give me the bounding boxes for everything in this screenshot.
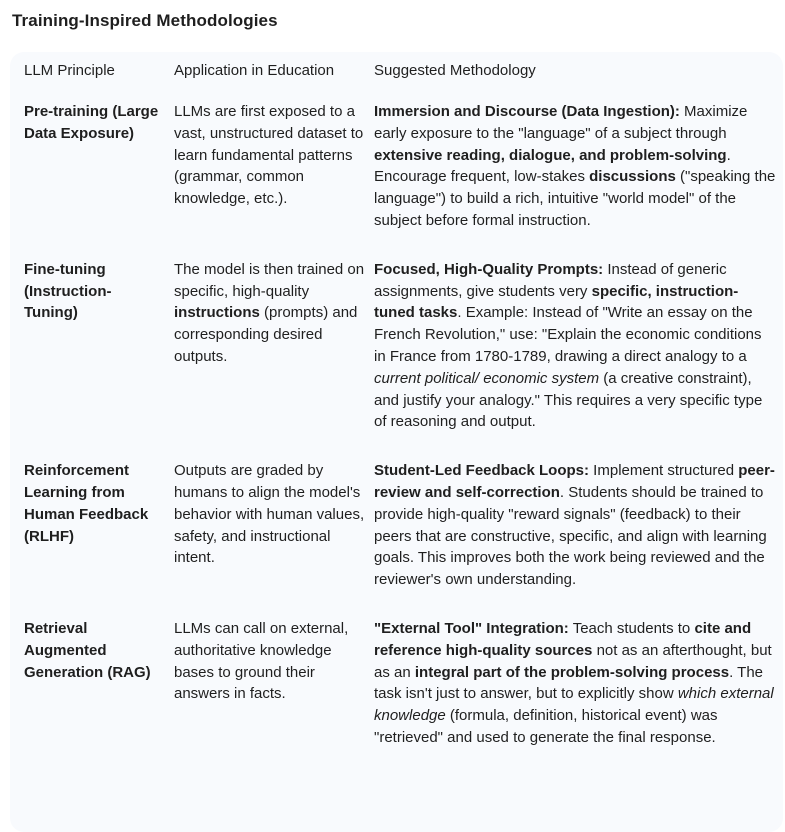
principle-cell: Retrieval Augmented Generation (RAG)	[24, 619, 151, 681]
body-text: not as an afterthought, but as an	[374, 641, 772, 681]
italic-text: which external knowledge	[374, 685, 774, 725]
column-header-methodology: Suggested Methodology	[374, 62, 536, 79]
table-row	[10, 453, 783, 611]
table-row	[10, 252, 783, 453]
body-text: The model is then trained on specific, high-quality	[174, 260, 365, 300]
application-cell	[174, 252, 374, 453]
emphasis-text: Focused, High-Quality Prompts:	[374, 260, 604, 278]
emphasis-text: instructions	[174, 304, 260, 322]
body-text: Instead of generic assignments, give students very	[374, 260, 727, 300]
column-header-principle: LLM Principle	[24, 62, 115, 79]
application-cell	[174, 453, 374, 611]
emphasis-text: integral part of the problem-solving process	[414, 663, 730, 681]
principle-cell: Pre-training (Large Data Exposure)	[24, 103, 159, 142]
body-text: Implement structured	[589, 462, 739, 480]
principle-cell: Reinforcement Learning from Human Feedback (RLHF)	[24, 462, 149, 545]
page-title: Training-Inspired Methodologies	[12, 11, 278, 30]
body-text: . Example: Instead of "Write an essay on the French Revolution," use: "Explain the economic conditions in France from 1780-1789, drawing a direct analogy to a	[374, 304, 762, 365]
body-text: . Students should be trained to provide high-quality "reward signals" (feedback) to their peers that are constructive, specific, and align with learning goals. This improves both the work being reviewed and the reviewer's own understanding.	[374, 483, 767, 589]
body-text: . The task isn't just to answer, but to explicitly show	[374, 663, 764, 703]
methodology-table	[10, 52, 783, 832]
application-cell	[174, 94, 374, 252]
emphasis-text: specific, instruction-tuned tasks	[374, 282, 739, 322]
body-text: LLMs are first exposed to a vast, unstructured dataset to learn fundamental patterns (grammar, common knowledge, etc.).	[174, 103, 364, 208]
column-header-application: Application in Education	[174, 62, 335, 79]
emphasis-text: Immersion and Discourse (Data Ingestion):	[374, 103, 680, 120]
italic-text: current political/ economic system	[374, 369, 600, 387]
emphasis-text: cite and reference high-quality sources	[374, 619, 752, 659]
principle-cell: Fine-tuning (Instruction-Tuning)	[24, 260, 112, 322]
table-header-row	[10, 52, 783, 94]
methodology-cell	[374, 252, 783, 453]
methodology-cell	[374, 453, 783, 611]
body-text: Maximize early exposure to the "language" of a subject through	[374, 103, 748, 142]
application-cell	[174, 611, 374, 749]
emphasis-text: extensive reading, dialogue, and problem-solving	[374, 146, 727, 164]
table-row	[10, 94, 783, 252]
table-row	[10, 611, 783, 749]
body-text: ("speaking the language") to build a rich, intuitive "world model" of the subject before formal instruction.	[374, 168, 776, 229]
body-text: Teach students to	[568, 619, 695, 637]
body-text: (prompts) and corresponding desired outputs.	[174, 304, 358, 365]
methodology-cell	[374, 94, 783, 252]
body-text: (formula, definition, historical event) was "retrieved" and used to generate the final response.	[374, 707, 718, 746]
body-text: (a creative constraint), and justify your analogy." This requires a very specific type of reasoning and output.	[374, 369, 763, 431]
emphasis-text: "External Tool" Integration:	[374, 619, 569, 637]
body-text: LLMs can call on external, authoritative knowledge bases to ground their answers in facts.	[174, 619, 349, 703]
methodology-cell	[374, 611, 783, 749]
emphasis-text: discussions	[589, 168, 676, 186]
body-text: Outputs are graded by humans to align the model's behavior with human values, safety, and instructional intent.	[174, 462, 365, 567]
body-text: . Encourage frequent, low-stakes	[374, 146, 731, 186]
emphasis-text: Student-Led Feedback Loops:	[374, 462, 590, 480]
emphasis-text: peer-review and self-correction	[374, 462, 775, 501]
